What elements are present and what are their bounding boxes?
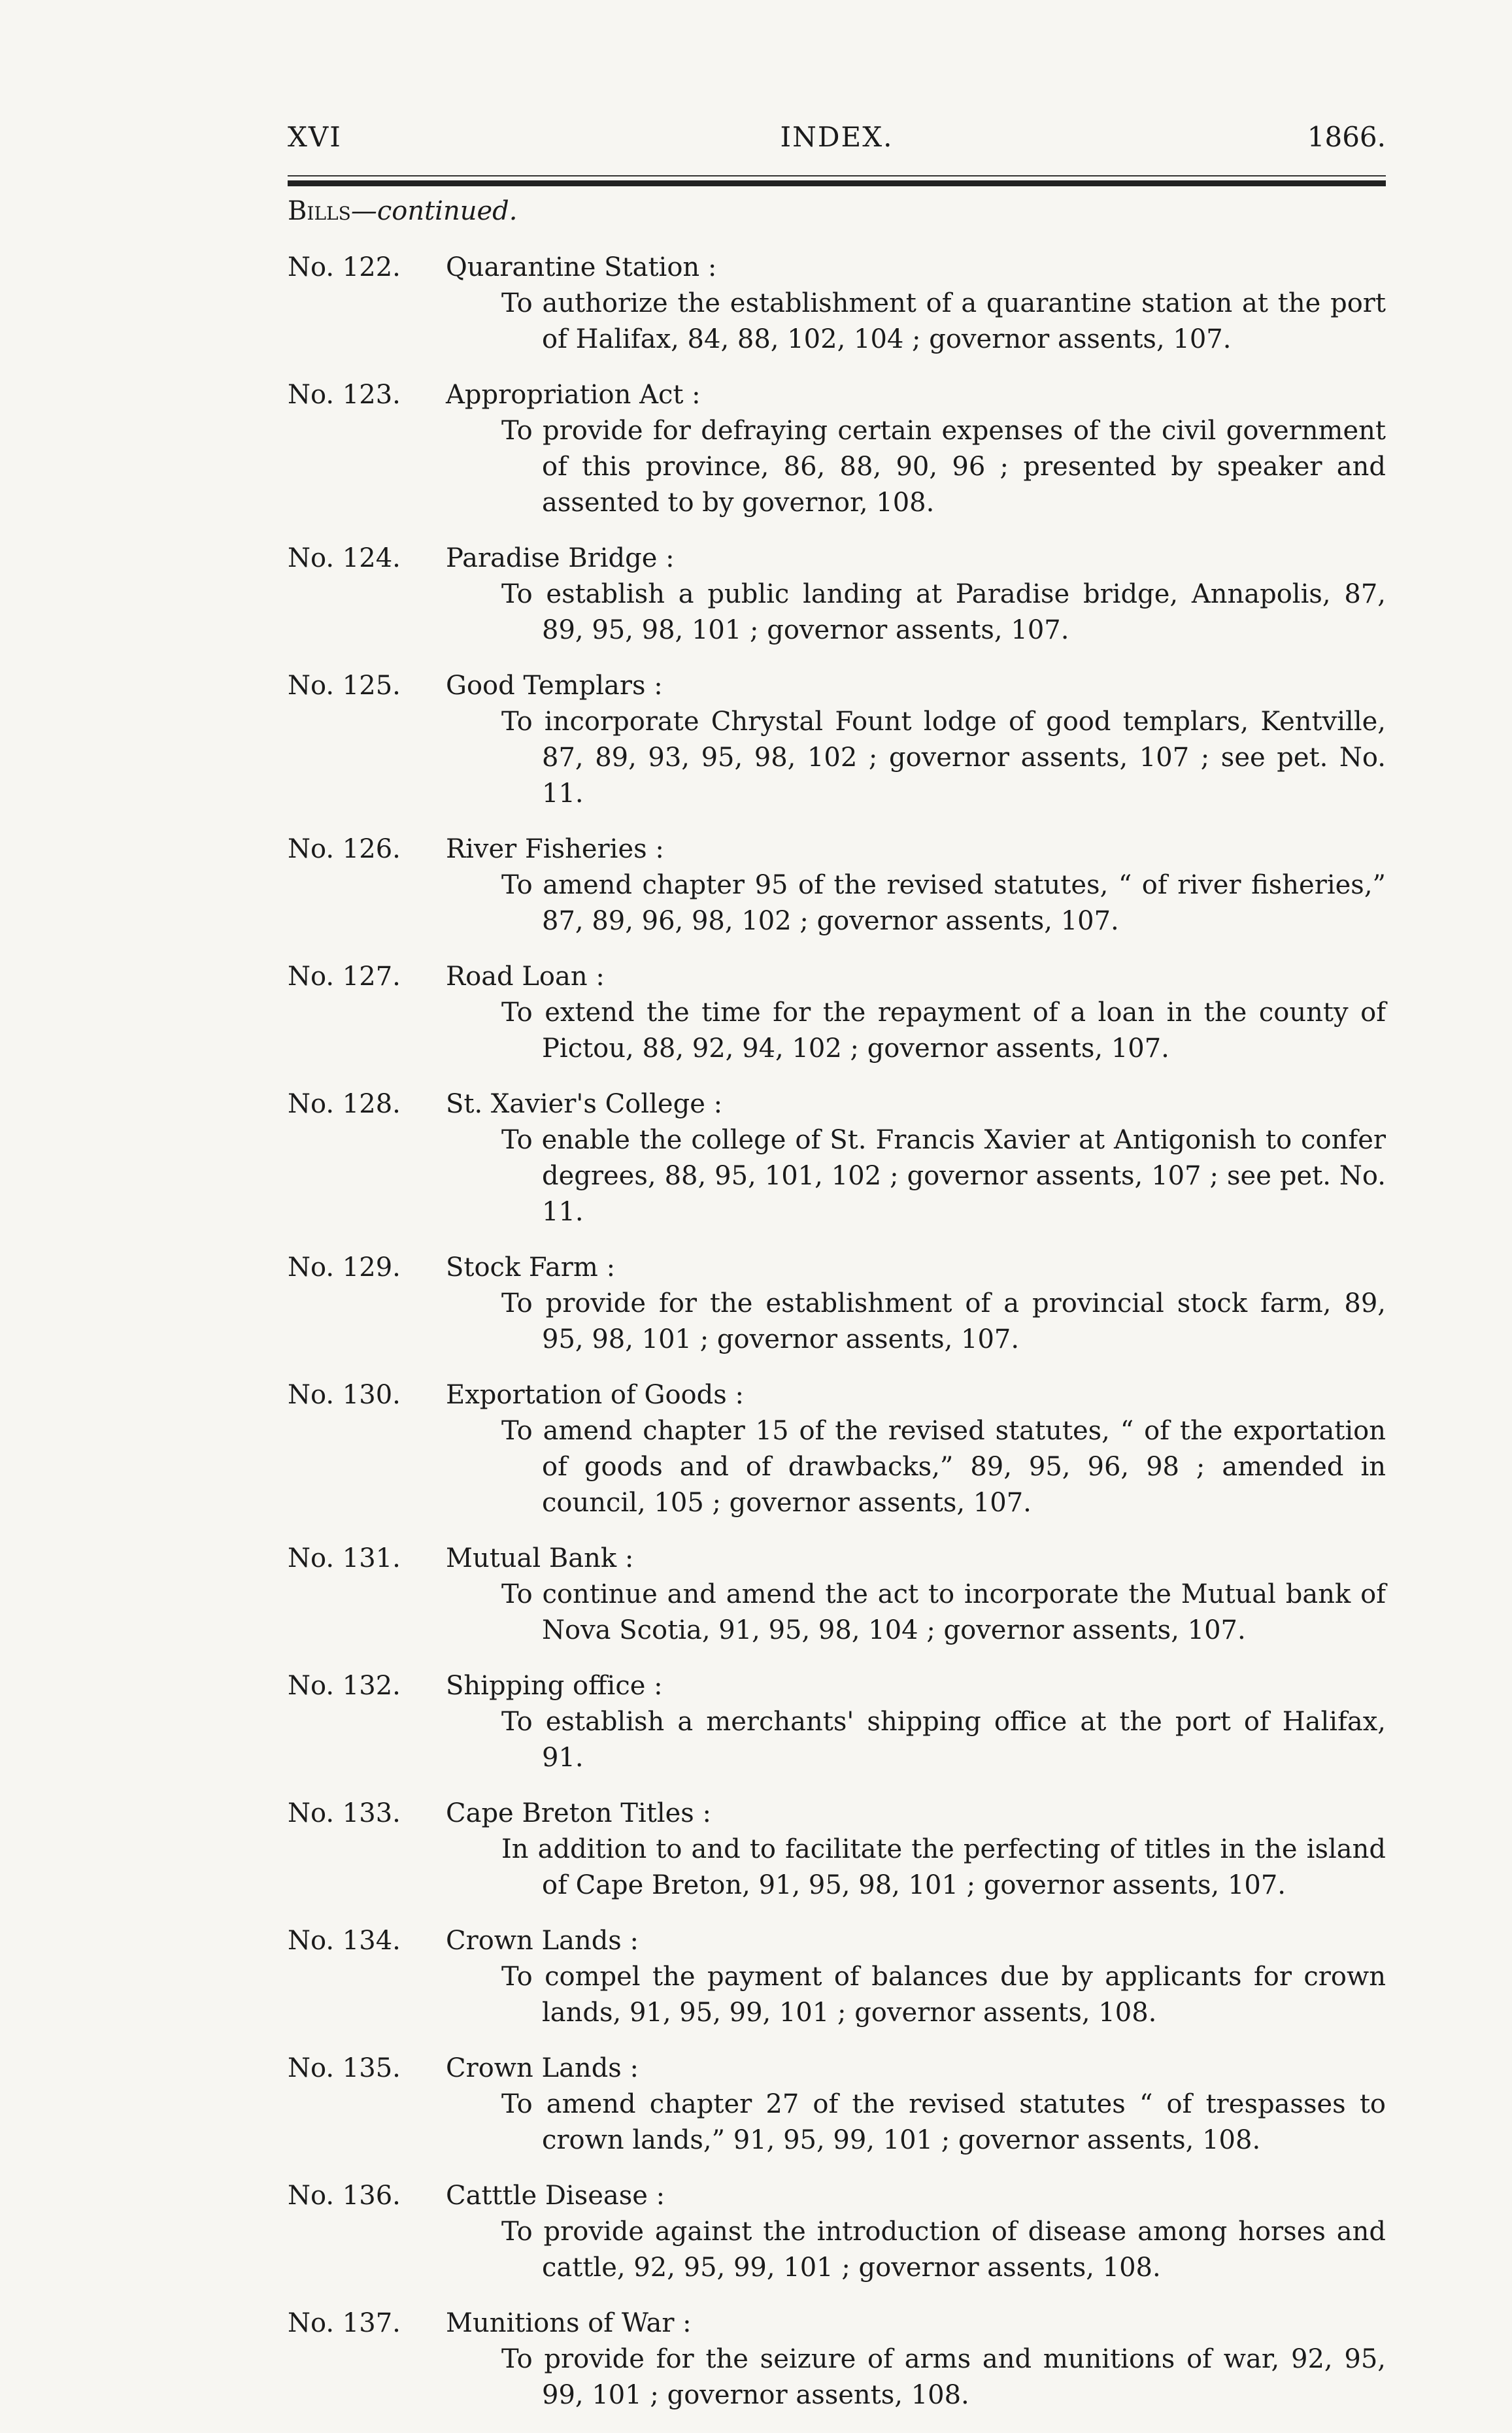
bill-number: No. 125.: [288, 671, 401, 701]
bill-body: [446, 1796, 1386, 1904]
bill-description: To authorize the establishment of a quarantine station at the port of Halifax, 84, 88, 102, 104 ; governor assents, 107.: [501, 288, 1386, 354]
bill-number: No. 124.: [288, 543, 401, 573]
bill-title: Appropriation Act :: [446, 380, 701, 410]
bill-entry: [288, 250, 1386, 358]
bill-entry: [288, 1377, 1386, 1521]
bill-body: [446, 1668, 1386, 1776]
bill-number: No. 126.: [288, 834, 401, 864]
page-number: XVI: [288, 121, 342, 153]
section-suffix: —continued.: [350, 196, 518, 226]
page-title: INDEX.: [780, 121, 894, 153]
bill-number: No. 137.: [288, 2308, 401, 2338]
bill-title: Cape Breton Titles :: [446, 1798, 711, 1828]
bill-number: No. 123.: [288, 380, 401, 410]
bill-entry: [288, 541, 1386, 648]
bill-title: Mutual Bank :: [446, 1543, 634, 1573]
bill-title: Exportation of Goods :: [446, 1380, 744, 1410]
bill-number: No. 130.: [288, 1380, 401, 1410]
bill-entry: [288, 1250, 1386, 1358]
bill-title: Shipping office :: [446, 1671, 663, 1701]
bill-body: [446, 959, 1386, 1067]
bill-title: Quarantine Station :: [446, 252, 717, 282]
bill-number: No. 128.: [288, 1089, 401, 1119]
bill-title: River Fisheries :: [446, 834, 664, 864]
section-name: Bills: [288, 196, 351, 226]
bill-title: Crown Lands :: [446, 1926, 639, 1956]
bill-title: Good Templars :: [446, 671, 663, 701]
bill-body: [446, 668, 1386, 812]
bill-title: Paradise Bridge :: [446, 543, 675, 573]
bill-number: No. 122.: [288, 252, 401, 282]
section-heading: [288, 196, 517, 226]
bill-description: To provide for defraying certain expenses of the civil government of this province, 86, 88, 90, 96 ; presented by speaker and assented to by governor, 108.: [501, 416, 1386, 518]
bill-entry: [288, 1923, 1386, 2031]
bill-number: No. 134.: [288, 1926, 401, 1956]
bill-body: [446, 541, 1386, 648]
bill-description: To establish a public landing at Paradise bridge, Annapolis, 87, 89, 95, 98, 101 ; governor assents, 107.: [501, 579, 1386, 645]
bill-entry: [288, 1796, 1386, 1904]
bill-number: No. 127.: [288, 962, 401, 992]
bill-entry-list: [288, 250, 1386, 2433]
header-rule-thick: [288, 180, 1386, 186]
bill-number: No. 132.: [288, 1671, 401, 1701]
bill-description: To establish a merchants' shipping office at the port of Halifax, 91.: [501, 1707, 1386, 1773]
bill-body: [446, 2178, 1386, 2286]
bill-description: To enable the college of St. Francis Xavier at Antigonish to confer degrees, 88, 95, 101, 102 ; governor assents, 107 ; see pet. No. 11.: [501, 1125, 1386, 1227]
bill-body: [446, 1377, 1386, 1521]
bill-entry: [288, 1668, 1386, 1776]
bill-entry: [288, 1541, 1386, 1649]
bill-description: To amend chapter 95 of the revised statutes, “ of river fisheries,” 87, 89, 96, 98, 102 ; governor assents, 107.: [501, 870, 1386, 936]
bill-number: No. 135.: [288, 2053, 401, 2083]
bill-entry: [288, 2306, 1386, 2413]
bill-number: No. 129.: [288, 1252, 401, 1283]
bill-body: [446, 2051, 1386, 2158]
bill-entry: [288, 959, 1386, 1067]
header-year: 1866.: [1307, 121, 1386, 153]
bill-title: Crown Lands :: [446, 2053, 639, 2083]
bill-title: Catttle Disease :: [446, 2181, 665, 2211]
bill-body: [446, 1541, 1386, 1649]
bill-title: Munitions of War :: [446, 2308, 692, 2338]
bill-description: To compel the payment of balances due by applicants for crown lands, 91, 95, 99, 101 ; governor assents, 108.: [501, 1962, 1386, 2028]
running-header: [288, 121, 1386, 167]
bill-number: No. 131.: [288, 1543, 401, 1573]
bill-entry: [288, 831, 1386, 939]
bill-entry: [288, 668, 1386, 812]
bill-entry: [288, 2178, 1386, 2286]
bill-entry: [288, 377, 1386, 521]
bill-title: St. Xavier's College :: [446, 1089, 723, 1119]
bill-description: To provide for the seizure of arms and munitions of war, 92, 95, 99, 101 ; governor assents, 108.: [501, 2344, 1386, 2410]
bill-description: In addition to and to facilitate the perfecting of titles in the island of Cape Breton, 91, 95, 98, 101 ; governor assents, 107.: [501, 1834, 1386, 1900]
bill-number: No. 136.: [288, 2181, 401, 2211]
bill-number: No. 133.: [288, 1798, 401, 1828]
bill-body: [446, 1923, 1386, 2031]
bill-description: To provide for the establishment of a provincial stock farm, 89, 95, 98, 101 ; governor assents, 107.: [501, 1288, 1386, 1354]
bill-body: [446, 250, 1386, 358]
bill-body: [446, 831, 1386, 939]
header-rule-thin: [288, 175, 1386, 176]
bill-description: To provide against the introduction of disease among horses and cattle, 92, 95, 99, 101 ; governor assents, 108.: [501, 2217, 1386, 2283]
bill-description: To incorporate Chrystal Fount lodge of good templars, Kentville, 87, 89, 93, 95, 98, 102 ; governor assents, 107 ; see pet. No. 11.: [501, 707, 1386, 809]
bill-body: [446, 1086, 1386, 1230]
bill-body: [446, 1250, 1386, 1358]
bill-description: To amend chapter 15 of the revised statutes, “ of the exportation of goods and of drawbacks,” 89, 95, 96, 98 ; amended in council, 105 ; governor assents, 107.: [501, 1416, 1386, 1518]
bill-body: [446, 377, 1386, 521]
bill-description: To extend the time for the repayment of a loan in the county of Pictou, 88, 92, 94, 102 ; governor assents, 107.: [501, 998, 1386, 1064]
bill-body: [446, 2306, 1386, 2413]
bill-entry: [288, 1086, 1386, 1230]
bill-entry: [288, 2051, 1386, 2158]
bill-description: To continue and amend the act to incorporate the Mutual bank of Nova Scotia, 91, 95, 98, 104 ; governor assents, 107.: [501, 1579, 1386, 1645]
bill-title: Road Loan :: [446, 962, 605, 992]
bill-title: Stock Farm :: [446, 1252, 616, 1283]
bill-description: To amend chapter 27 of the revised statutes “ of trespasses to crown lands,” 91, 95, 99, 101 ; governor assents, 108.: [501, 2089, 1386, 2155]
